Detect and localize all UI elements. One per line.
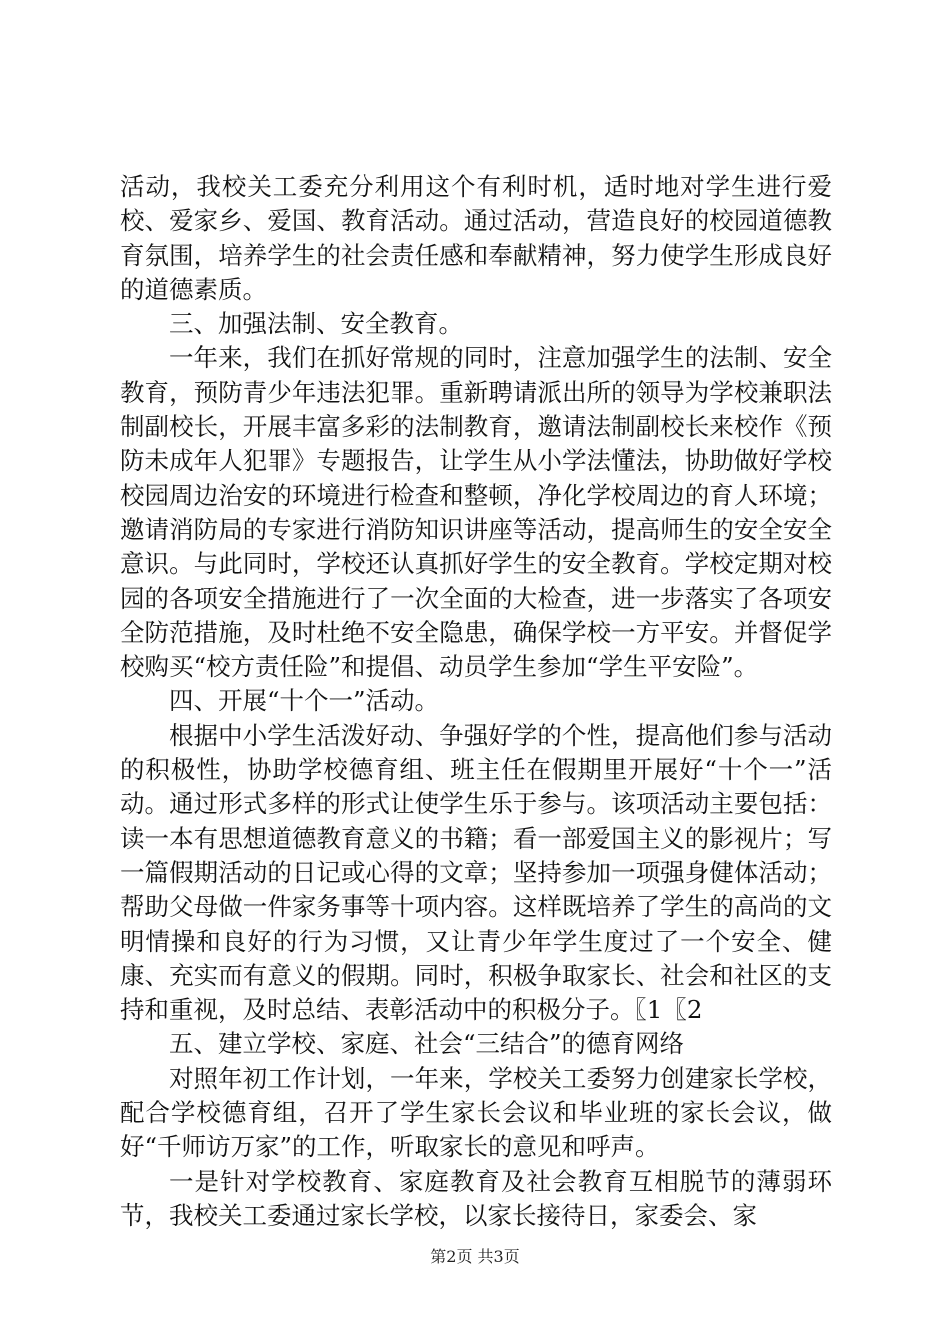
section-heading-5: 五、建立学校、家庭、社会“三结合”的德育网络	[169, 1029, 685, 1059]
section-heading-3: 三、加强法制、安全教育。	[169, 309, 463, 339]
paragraph-4: 对照年初工作计划，一年来，学校关工委努力创建家长学校，配合学校德育组，召开了学生家长会议和毕业班的家长会议，做好“千师访万家”的工作，听取家长的意见和呼声。	[120, 1063, 832, 1162]
paragraph-1: 活动，我校关工委充分利用这个有利时机，适时地对学生进行爱校、爱家乡、爱国、教育活动。通过活动，营造良好的校园道德教育氛围，培养学生的社会责任感和奉献精神，努力使学生形成良好的道德素质。	[120, 172, 832, 304]
paragraph-2: 一年来，我们在抓好常规的同时，注意加强学生的法制、安全教育，预防青少年违法犯罪。重新聘请派出所的领导为学校兼职法制副校长，开展丰富多彩的法制教育，邀请法制副校长来校作《预防未成年人犯罪》专题报告，让学生从小学法懂法，协助做好学校校园周边治安的环境进行检查和整顿，净化学校周边的育人环境；邀请消防局的专家进行消防知识讲座等活动，提高师生的安全安全意识。与此同时，学校还认真抓好学生的安全教育。学校定期对校园的各项安全措施进行了一次全面的大检查，进一步落实了各项安全防范措施，及时杜绝不安全隐患，确保学校一方平安。并督促学校购买“校方责任险”和提倡、动员学生参加“学生平安险”。	[120, 343, 832, 682]
document-body	[120, 170, 832, 1233]
page-footer	[0, 1247, 950, 1267]
paragraph-3: 根据中小学生活泼好动、争强好学的个性，提高他们参与活动的积极性，协助学校德育组、班主任在假期里开展好“十个一”活动。通过形式多样的形式让使学生乐于参与。该项活动主要包括：读一本有思想道德教育意义的书籍；看一部爱国主义的影视片；写一篇假期活动的日记或心得的文章；坚持参加一项强身健体活动；帮助父母做一件家务事等十项内容。这样既培养了学生的高尚的文明情操和良好的行为习惯，又让青少年学生度过了一个安全、健康、充实而有意义的假期。同时，积极争取家长、社会和社区的支持和重视，及时总结、表彰活动中的积极分子。〖1〖2	[120, 720, 832, 1025]
section-heading-4: 四、开展“十个一”活动。	[169, 686, 440, 716]
page-number: 第2页 共3页	[430, 1247, 520, 1266]
paragraph-5: 一是针对学校教育、家庭教育及社会教育互相脱节的薄弱环节，我校关工委通过家长学校，以家长接待日，家委会、家	[120, 1166, 832, 1230]
